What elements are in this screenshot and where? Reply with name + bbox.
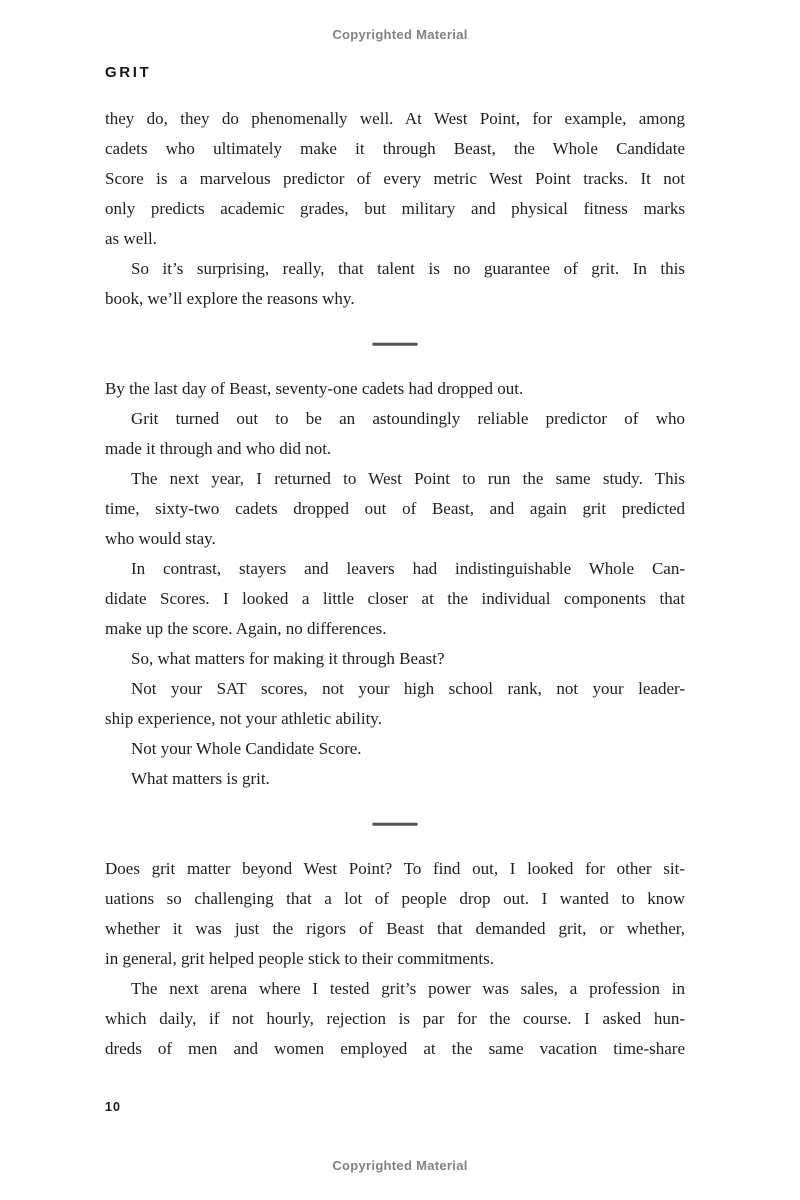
copyright-notice-bottom: Copyrighted Material	[332, 1158, 468, 1173]
paragraph-line: Not your SAT scores, not your high school rank, not your leader-	[131, 679, 685, 698]
paragraph-line: ship experience, not your athletic ability.	[105, 709, 382, 728]
paragraph-line: By the last day of Beast, seventy-one cadets had dropped out.	[105, 379, 524, 398]
paragraph-line: Grit turned out to be an astoundingly reliable predictor of who	[131, 409, 685, 428]
paragraph-line: So it’s surprising, really, that talent is no guarantee of grit. In this	[131, 259, 685, 278]
paragraph-line: didate Scores. I looked a little closer at the individual components that	[105, 589, 685, 608]
body-paragraph	[105, 374, 685, 404]
paragraph-line: cadets who ultimately make it through Beast, the Whole Candidate	[105, 139, 685, 158]
body-paragraph	[105, 464, 685, 554]
paragraph-line: whether it was just the rigors of Beast that demanded grit, or whether,	[105, 919, 685, 938]
paragraph-line: Not your Whole Candidate Score.	[131, 739, 362, 758]
copyright-notice-top: Copyrighted Material	[332, 27, 468, 42]
body-paragraph	[105, 734, 685, 764]
paragraph-line: in general, grit helped people stick to their commitments.	[105, 949, 495, 968]
paragraph-line: make up the score. Again, no differences.	[105, 619, 387, 638]
paragraph-line: dreds of men and women employed at the same vacation time-share	[105, 1039, 685, 1058]
paragraph-line: only predicts academic grades, but military and physical fitness marks	[105, 199, 685, 218]
paragraph-line: What matters is grit.	[131, 769, 270, 788]
paragraph-line: book, we’ll explore the reasons why.	[105, 289, 355, 308]
body-paragraph	[105, 554, 685, 644]
paragraph-line: Score is a marvelous predictor of every metric West Point tracks. It not	[105, 169, 685, 188]
body-paragraph	[105, 764, 685, 794]
body-paragraph	[105, 254, 685, 314]
paragraph-line: made it through and who did not.	[105, 439, 332, 458]
paragraph-line: The next arena where I tested grit’s power was sales, a profession in	[131, 979, 685, 998]
paragraph-line: In contrast, stayers and leavers had indistinguishable Whole Can-	[131, 559, 685, 578]
paragraph-line: The next year, I returned to West Point to run the same study. This	[131, 469, 685, 488]
paragraph-line: time, sixty-two cadets dropped out of Beast, and again grit predicted	[105, 499, 685, 518]
body-paragraph	[105, 104, 685, 254]
divider-rule	[373, 823, 418, 826]
section-divider	[105, 794, 685, 854]
divider-rule	[373, 343, 418, 346]
page-number: 10	[105, 1100, 121, 1114]
paragraph-line: So, what matters for making it through Beast?	[131, 649, 445, 668]
body-text	[105, 104, 685, 1064]
paragraph-line: which daily, if not hourly, rejection is par for the course. I asked hun-	[105, 1009, 685, 1028]
body-paragraph	[105, 854, 685, 974]
body-paragraph	[105, 974, 685, 1064]
paragraph-line: Does grit matter beyond West Point? To find out, I looked for other sit-	[105, 859, 685, 878]
body-paragraph	[105, 674, 685, 734]
paragraph-line: they do, they do phenomenally well. At West Point, for example, among	[105, 109, 685, 128]
paragraph-line: uations so challenging that a lot of people drop out. I wanted to know	[105, 889, 685, 908]
section-divider	[105, 314, 685, 374]
paragraph-line: who would stay.	[105, 529, 216, 548]
body-paragraph	[105, 644, 685, 674]
paragraph-line: as well.	[105, 229, 157, 248]
running-header: GRIT	[105, 64, 152, 81]
body-paragraph	[105, 404, 685, 464]
